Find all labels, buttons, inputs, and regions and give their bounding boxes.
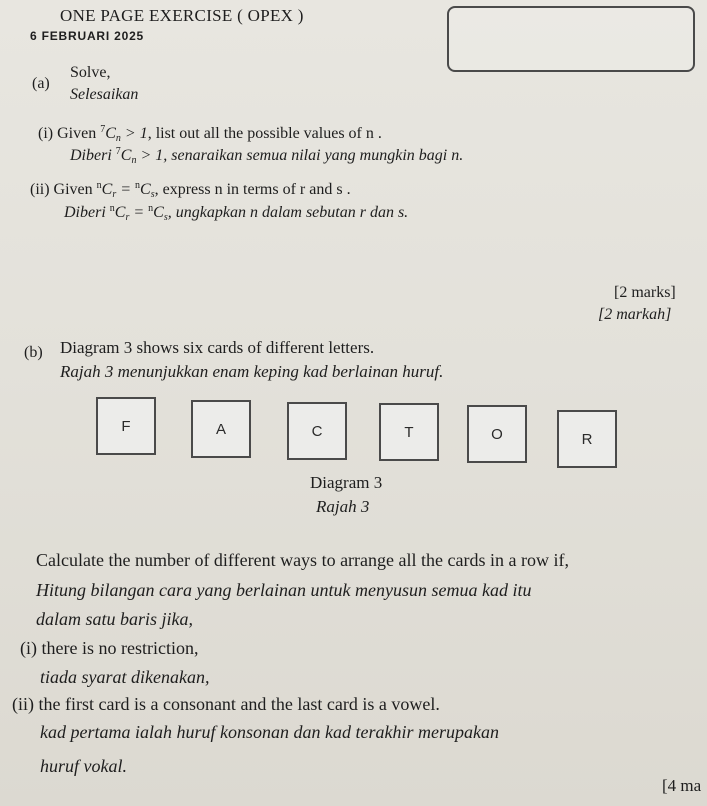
part-b-marks: [4 ma <box>662 776 702 795</box>
letter-card-f: F <box>96 397 156 455</box>
q1-number <box>38 124 382 144</box>
q2-text-en: , express n in terms of r and s . <box>154 181 351 198</box>
letter-card-t: T <box>379 403 439 461</box>
question-ms-line-1: Hitung bilangan cara yang berlainan untuk menyusun semua kad itu <box>36 580 532 600</box>
sub-ii-text-ms-line-1: kad pertama ialah huruf konsonan dan kad terakhir merupakan <box>40 722 499 742</box>
letter-card-c: C <box>287 402 347 460</box>
part-a-label: (a) <box>32 75 50 92</box>
q1-given-ms: Diberi <box>70 147 112 164</box>
sub-i-text-en: there is no restriction, <box>41 638 199 658</box>
q2-text-ms: , ungkapkan n dalam sebutan r dan s. <box>167 204 409 221</box>
part-b-label: (b) <box>24 344 43 361</box>
date-label: 6 FEBRUARI 2025 <box>30 29 145 43</box>
sub-i-line-en <box>20 638 198 659</box>
q1-condition-ms: $^7C_n > 1$ <box>115 146 164 166</box>
question-en: Calculate the number of different ways to arrange all the cards in a row if, <box>36 550 569 570</box>
sub-ii-text-ms-line-2: huruf vokal. <box>40 756 127 776</box>
question-ms-line-2: dalam satu baris jika, <box>36 609 194 629</box>
sub-ii-number: (ii) <box>12 694 34 714</box>
q2-given-ms: Diberi <box>64 204 106 221</box>
q1-given-en: Given <box>57 125 97 142</box>
sub-ii-text-en: the first card is a consonant and the last card is a vowel. <box>38 694 440 714</box>
marks-en: [2 marks] <box>614 284 676 301</box>
diagram-label-en: Diagram 3 <box>310 473 383 492</box>
letter-card-a: A <box>191 400 251 458</box>
q1-text-en: , list out all the possible values of n . <box>147 125 382 142</box>
sub-i-text-ms: tiada syarat dikenakan, <box>40 667 210 687</box>
q2-condition: $^nC_r = ^nC_s$ <box>96 180 155 200</box>
q2-line-en <box>30 180 351 200</box>
answer-box <box>447 6 695 72</box>
part-b-intro-ms: Rajah 3 menunjukkan enam keping kad berlainan huruf. <box>60 362 444 381</box>
letter-card-r: R <box>557 410 617 468</box>
q1-line-ms <box>70 146 463 166</box>
q1-number-text: (i) <box>38 125 54 142</box>
q2-line-ms <box>64 203 408 223</box>
q2-given-en: Given <box>53 181 93 198</box>
sub-i-number: (i) <box>20 638 37 658</box>
q2-condition-ms: $^nC_r = ^nC_s$ <box>109 203 168 223</box>
part-a-instruction-en: Solve, <box>70 64 111 81</box>
letter-card-o: O <box>467 405 527 463</box>
q1-condition: $^7C_n > 1$ <box>100 124 148 144</box>
sub-ii-line-en <box>12 694 440 715</box>
q2-number-text: (ii) <box>30 181 50 198</box>
part-a-instruction-ms: Selesaikan <box>70 86 139 103</box>
diagram-label-ms: Rajah 3 <box>316 497 370 516</box>
page-title: ONE PAGE EXERCISE ( OPEX ) <box>60 6 304 25</box>
q1-text-ms: , senaraikan semua nilai yang mungkin bagi n. <box>163 147 464 164</box>
marks-ms: [2 markah] <box>598 306 672 323</box>
part-b-intro-en: Diagram 3 shows six cards of different letters. <box>60 338 375 357</box>
